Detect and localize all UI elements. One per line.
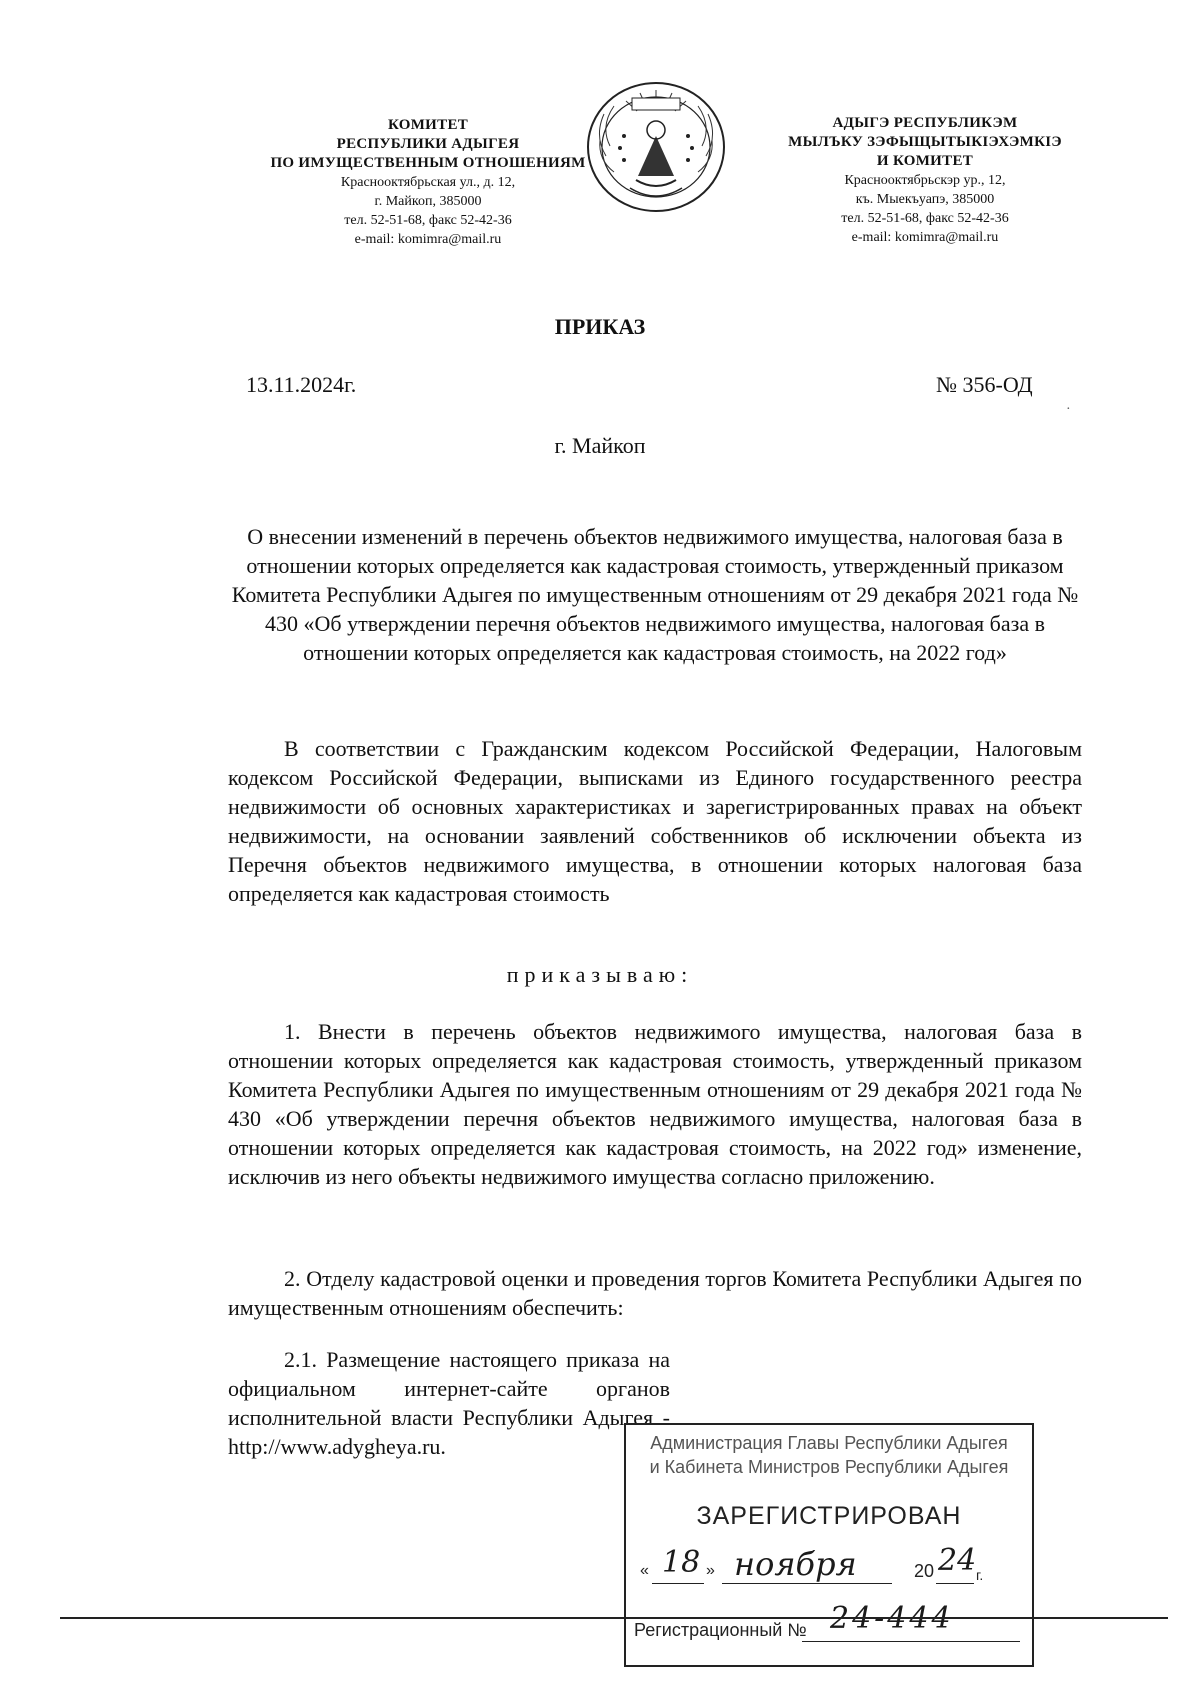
stamp-year-unit: г. [976,1567,984,1583]
org-name-line-2: РЕСПУБЛИКИ АДЫГЕЯ [336,136,520,152]
stamp-org-line-2: и Кабинета Министров Республики Адыгея [649,1457,1009,1477]
stamp-day: 18 [662,1545,701,1580]
stamp-month: ноября [734,1545,857,1583]
page-bottom-rule [60,1617,1168,1619]
coat-of-arms-icon [580,76,732,218]
stamp-reg-number: 24-444 [830,1601,954,1636]
org-email: e-mail: komimra@mail.ru [354,232,502,247]
stamp-reg-label: Регистрационный № [634,1620,807,1640]
order-item-1: 1. Внести в перечень объектов недвижимого имущества, налоговая база в отношении которых определяется как кадастровая стоимость, утвержденный приказом Комитета Республики Адыгея по имущественным отношениям от 29 декабря 2021 года № 430 «Об утверждении перечня объектов недвижимого имущества, налоговая база в отношении которых определяется как кадастровая стоимость, на 2022 год» изменение, исключив из него объекты недвижимого имущества согласно приложению. [228,1019,1082,1189]
stamp-year-prefix: 20 [914,1561,935,1581]
document-city: г. Майкоп [554,433,646,458]
org-address-adyghe-line-2: къ. Мыекъуапэ, 385000 [855,192,995,207]
org-phone: тел. 52-51-68, факс 52-42-36 [344,213,512,228]
header-left-block [268,116,588,249]
org-name-line-1: КОМИТЕТ [387,117,469,133]
stamp-org-line-1: Администрация Главы Республики Адыгея [650,1433,1008,1453]
order-item-2: 2. Отделу кадастровой оценки и проведения торгов Комитета Республики Адыгея по имущественным отношениям обеспечить: [228,1266,1082,1320]
org-name-line-3: ПО ИМУЩЕСТВЕННЫМ ОТНОШЕНИЯМ [270,155,586,171]
org-phone-adyghe: тел. 52-51-68, факс 52-42-36 [841,211,1009,226]
document-preamble: В соответствии с Гражданским кодексом Российской Федерации, Налоговым кодексом Российской Федерации, выписками из Единого государственного реестра недвижимости об основных характеристиках и зарегистрированных правах на объект недвижимости, на основании заявлений собственников об исключении объекта из Перечня объектов недвижимого имущества, в отношении которых налоговая база определяется как кадастровая стоимость [228,736,1082,906]
order-item-2-1: 2.1. Размещение настоящего приказа на официальном интернет-сайте органов исполнительной власти Республики Адыгея - http://www.adygheya.ru. [228,1347,670,1459]
header-right-block [770,114,1080,247]
registration-stamp [624,1423,1034,1667]
org-address-line-1: Краснооктябрьская ул., д. 12, [340,175,516,190]
stamp-year-suffix: 24 [938,1543,977,1578]
org-email-adyghe: e-mail: komimra@mail.ru [851,230,999,245]
stamp-quote-open: « [640,1562,649,1579]
order-word: приказываю: [506,962,694,987]
stamp-status: ЗАРЕГИСТРИРОВАН [696,1502,962,1530]
org-address-adyghe-line-1: Краснооктябрьскэр ур., 12, [844,173,1006,188]
org-name-adyghe-line-1: АДЫГЭ РЕСПУБЛИКЭМ [832,115,1018,131]
document-date: 13.11.2024г. [246,372,357,397]
document-subject: О внесении изменений в перечень объектов недвижимого имущества, налоговая база в отношении которых определяется как кадастровая стоимость, утвержденный приказом Комитета Республики Адыгея по имущественным отношениям от 29 декабря 2021 года № 430 «Об утверждении перечня объектов недвижимого имущества, налоговая база в отношении которых определяется как кадастровая стоимость, на 2022 год» [231,524,1079,665]
org-name-adyghe-line-3: И КОМИТЕТ [876,153,974,169]
document-title: ПРИКАЗ [554,314,646,339]
scan-speck: · [1066,402,1071,417]
stamp-quote-close: » [706,1562,715,1579]
document-number: № 356-ОД [936,372,1033,397]
org-name-adyghe-line-2: МЫЛЪКУ ЗЭФЫЩЫТЫКIЭХЭМКIЭ [788,134,1062,150]
org-address-line-2: г. Майкоп, 385000 [374,194,482,209]
